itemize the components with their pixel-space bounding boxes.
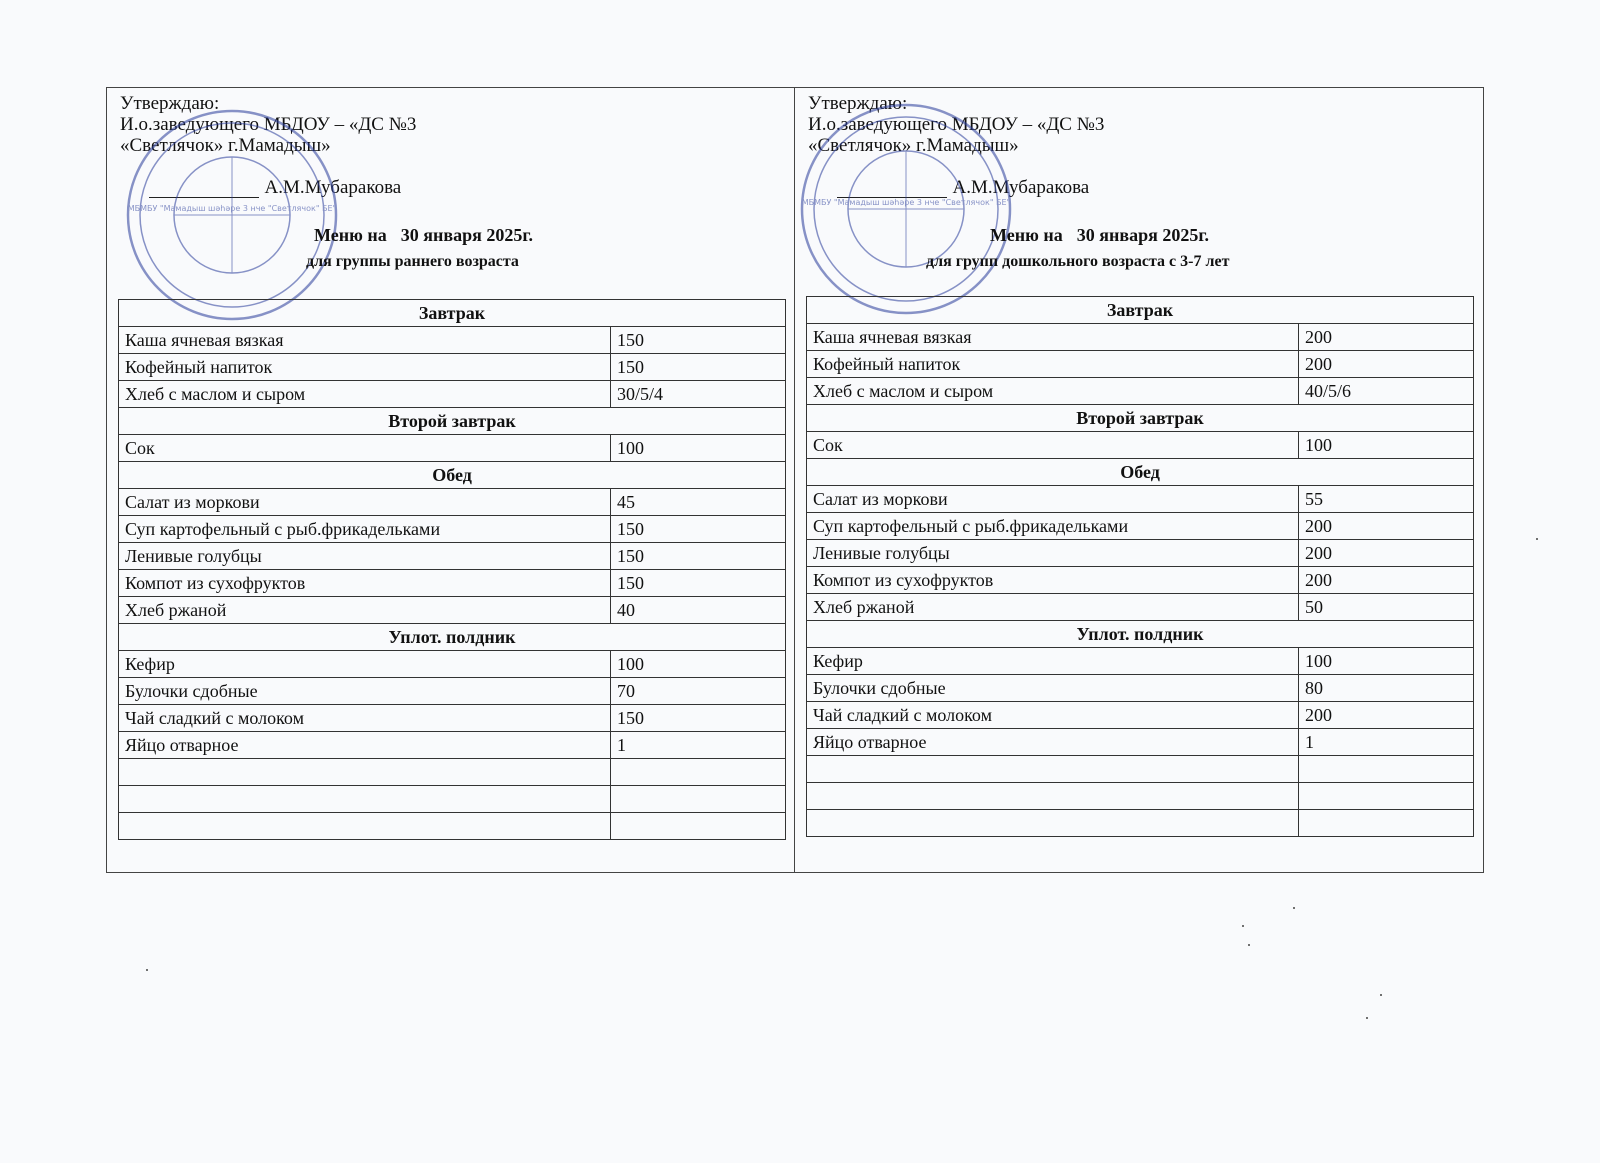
table-row	[119, 759, 786, 786]
portion-cell: 100	[611, 651, 786, 678]
portion-cell: 200	[1299, 567, 1474, 594]
portion-cell: 200	[1299, 513, 1474, 540]
portion-cell: 40	[611, 597, 786, 624]
table-row	[119, 327, 786, 354]
portion-cell: 200	[1299, 702, 1474, 729]
portion-cell: 100	[611, 435, 786, 462]
portion-cell: 55	[1299, 486, 1474, 513]
menu-table	[806, 296, 1474, 837]
signatory-name: А.М.Мубаракова	[264, 177, 402, 198]
dish-name-cell: Кефир	[119, 651, 611, 678]
menu-label: Меню на	[314, 225, 387, 245]
approval-position: И.о.заведующего МБДОУ – «ДС №3	[120, 114, 417, 135]
meal-section-title: Второй завтрак	[807, 405, 1474, 432]
table-row	[119, 786, 786, 813]
meal-section-title: Завтрак	[119, 300, 786, 327]
dish-name-cell: Булочки сдобные	[119, 678, 611, 705]
portion-cell: 1	[1299, 729, 1474, 756]
dish-name-cell	[807, 810, 1299, 837]
column-divider	[794, 87, 795, 873]
section-header-row	[119, 408, 786, 435]
table-row	[119, 732, 786, 759]
portion-cell: 80	[1299, 675, 1474, 702]
section-header-row	[807, 405, 1474, 432]
portion-cell: 45	[611, 489, 786, 516]
approval-heading: Утверждаю:	[120, 93, 220, 114]
table-row	[119, 516, 786, 543]
portion-cell: 200	[1299, 540, 1474, 567]
dish-name-cell: Ленивые голубцы	[119, 543, 611, 570]
menu-title	[990, 225, 1209, 246]
menu-table	[118, 299, 786, 840]
table-row	[807, 810, 1474, 837]
dish-name-cell: Хлеб ржаной	[807, 594, 1299, 621]
table-row	[119, 813, 786, 840]
table-row	[807, 594, 1474, 621]
dish-name-cell: Булочки сдобные	[807, 675, 1299, 702]
portion-cell: 100	[1299, 432, 1474, 459]
portion-cell: 150	[611, 705, 786, 732]
table-row	[807, 324, 1474, 351]
table-row	[119, 678, 786, 705]
table-row	[119, 705, 786, 732]
portion-cell: 150	[611, 327, 786, 354]
table-row	[807, 513, 1474, 540]
dish-name-cell: Хлеб с маслом и сыром	[119, 381, 611, 408]
approval-institution: «Светлячок» г.Мамадыш»	[120, 135, 331, 156]
table-row	[119, 570, 786, 597]
dish-name-cell	[807, 783, 1299, 810]
table-row	[807, 540, 1474, 567]
dish-name-cell: Суп картофельный с рыб.фрикадельками	[119, 516, 611, 543]
portion-cell: 1	[611, 732, 786, 759]
table-row	[807, 783, 1474, 810]
dish-name-cell: Чай сладкий с молоком	[119, 705, 611, 732]
meal-section-title: Уплот. полдник	[807, 621, 1474, 648]
portion-cell: 200	[1299, 351, 1474, 378]
table-row	[807, 648, 1474, 675]
dish-name-cell: Хлеб ржаной	[119, 597, 611, 624]
dish-name-cell: Ленивые голубцы	[807, 540, 1299, 567]
approval-institution: «Светлячок» г.Мамадыш»	[808, 135, 1019, 156]
portion-cell: 50	[1299, 594, 1474, 621]
dish-name-cell: Суп картофельный с рыб.фрикадельками	[807, 513, 1299, 540]
dish-name-cell	[119, 759, 611, 786]
portion-cell: 150	[611, 570, 786, 597]
table-row	[119, 651, 786, 678]
section-header-row	[807, 459, 1474, 486]
portion-cell	[611, 813, 786, 840]
table-row	[119, 543, 786, 570]
menu-title	[314, 225, 533, 246]
group-title: для группы раннего возраста	[306, 253, 519, 270]
portion-cell	[1299, 810, 1474, 837]
menu-date: 30 января 2025г.	[400, 225, 533, 245]
round-seal-stamp	[796, 99, 1016, 319]
portion-cell: 150	[611, 516, 786, 543]
round-seal-stamp	[122, 105, 342, 325]
dish-name-cell: Яйцо отварное	[119, 732, 611, 759]
dish-name-cell	[119, 813, 611, 840]
signatory-name: А.М.Мубаракова	[952, 177, 1090, 198]
portion-cell: 40/5/6	[1299, 378, 1474, 405]
dish-name-cell: Компот из сухофруктов	[119, 570, 611, 597]
portion-cell: 70	[611, 678, 786, 705]
meal-section-title: Обед	[807, 459, 1474, 486]
meal-section-title: Завтрак	[807, 297, 1474, 324]
meal-section-title: Уплот. полдник	[119, 624, 786, 651]
menu-date: 30 января 2025г.	[1076, 225, 1209, 245]
portion-cell	[1299, 756, 1474, 783]
section-header-row	[119, 300, 786, 327]
group-title: для групп дошкольного возраста с 3-7 лет	[926, 253, 1230, 270]
portion-cell: 30/5/4	[611, 381, 786, 408]
dish-name-cell: Кофейный напиток	[807, 351, 1299, 378]
portion-cell: 100	[1299, 648, 1474, 675]
table-row	[807, 378, 1474, 405]
meal-section-title: Обед	[119, 462, 786, 489]
dish-name-cell: Хлеб с маслом и сыром	[807, 378, 1299, 405]
dish-name-cell: Компот из сухофруктов	[807, 567, 1299, 594]
table-row	[119, 597, 786, 624]
meal-section-title: Второй завтрак	[119, 408, 786, 435]
dish-name-cell: Яйцо отварное	[807, 729, 1299, 756]
table-row	[807, 567, 1474, 594]
table-row	[119, 354, 786, 381]
table-row	[807, 675, 1474, 702]
menu-table-body	[119, 300, 786, 840]
table-row	[807, 432, 1474, 459]
menu-label: Меню на	[990, 225, 1063, 245]
table-row	[807, 351, 1474, 378]
portion-cell	[611, 759, 786, 786]
dish-name-cell: Чай сладкий с молоком	[807, 702, 1299, 729]
table-row	[119, 435, 786, 462]
dish-name-cell: Салат из моркови	[119, 489, 611, 516]
dish-name-cell	[807, 756, 1299, 783]
section-header-row	[807, 621, 1474, 648]
table-row	[119, 381, 786, 408]
portion-cell	[611, 786, 786, 813]
section-header-row	[119, 624, 786, 651]
menu-table-body	[807, 297, 1474, 837]
dish-name-cell: Кофейный напиток	[119, 354, 611, 381]
approval-position: И.о.заведующего МБДОУ – «ДС №3	[808, 114, 1105, 135]
dish-name-cell: Сок	[119, 435, 611, 462]
table-row	[807, 486, 1474, 513]
portion-cell: 150	[611, 543, 786, 570]
portion-cell: 150	[611, 354, 786, 381]
table-row	[807, 756, 1474, 783]
section-header-row	[119, 462, 786, 489]
dish-name-cell: Салат из моркови	[807, 486, 1299, 513]
dish-name-cell: Кефир	[807, 648, 1299, 675]
portion-cell	[1299, 783, 1474, 810]
dish-name-cell: Каша ячневая вязкая	[119, 327, 611, 354]
table-row	[807, 729, 1474, 756]
dish-name-cell: Сок	[807, 432, 1299, 459]
table-row	[119, 489, 786, 516]
table-row	[807, 702, 1474, 729]
stamp-text: МБМБУ "Мамадыш шәһәре 3 нче "Светлячок" БЕ"	[801, 198, 1011, 207]
dish-name-cell: Каша ячневая вязкая	[807, 324, 1299, 351]
portion-cell: 200	[1299, 324, 1474, 351]
section-header-row	[807, 297, 1474, 324]
approval-heading: Утверждаю:	[808, 93, 908, 114]
dish-name-cell	[119, 786, 611, 813]
stamp-text: МБМБУ "Мамадыш шәһәре 3 нче "Светлячок" БЕ"	[127, 204, 337, 213]
